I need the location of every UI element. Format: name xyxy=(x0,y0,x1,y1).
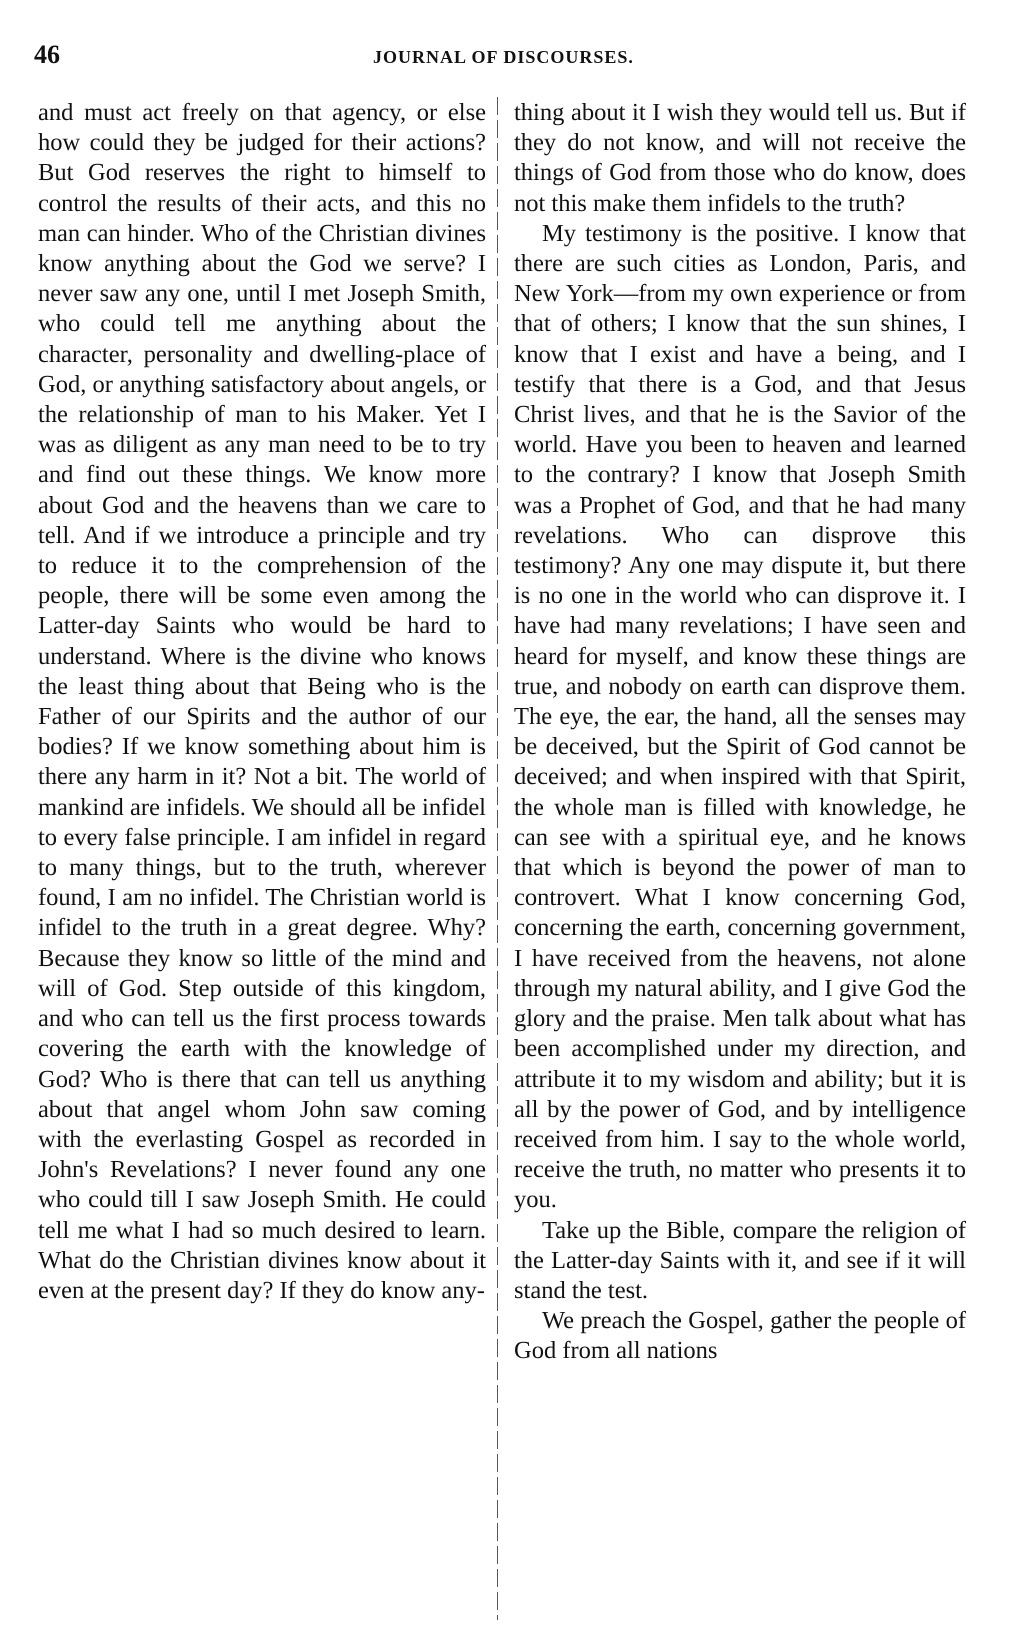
left-column-paragraph: and must act freely on that agency, or else how could they be judged for their actions? But God reserves the right to himself to control the results of their acts, and this no man can hinder. Who of the Christian divines know anything about the God we serve? I never saw any one, until I met Joseph Smith, who could tell me anything about the character, personality and dwelling-place of God, or anything satisfactory about angels, or the relationship of man to his Maker. Yet I was as diligent as any man need to be to try and find out these things. We know more about God and the heavens than we care to tell. And if we introduce a principle and try to reduce it to the comprehension of the people, there will be some even among the Latter-day Saints who would be hard to understand. Where is the divine who knows the least thing about that Being who is the Father of our Spirits and the author of our bodies? If we know something about him is there any harm in it? Not a bit. The world of mankind are infidels. We should all be infidel to every false principle. I am infidel in regard to many things, but to the truth, wherever found, I am no infidel. The Christian world is infidel to the truth in a great degree. Why? Because they know so little of the mind and will of God. Step outside of this kingdom, and who can tell us the first process towards covering the earth with the knowledge of God? Who is there that can tell us anything about that angel whom John saw coming with the everlasting Gospel as recorded in John's Revelations? I never found any one who could till I saw Joseph Smith. He could tell me what I had so much desired to learn. What do the Christian divines know about it even at the present day? If they do know any- xyxy=(38,99,486,1304)
left-text-column xyxy=(38,98,486,1628)
right-text-column xyxy=(514,98,966,1628)
right-column-paragraph-1: thing about it I wish they would tell us. But if they do not know, and will not receive the things of God from those who do know, does not this make them infidels to the truth? xyxy=(514,99,966,217)
right-column-paragraph-3: Take up the Bible, compare the religion of the Latter-day Saints with it, and see if it will stand the test. xyxy=(514,1216,966,1304)
right-column-paragraph-4: We preach the Gospel, gather the people of God from all nations xyxy=(514,1307,966,1365)
page-number: 46 xyxy=(34,40,60,69)
right-column-paragraph-2: My testimony is the positive. I know that there are such cities as London, Paris, and New York—from my own experience or from that of others; I know that the sun shines, I know that I exist and have a being, and I testify that there is a God, and that Jesus Christ lives, and that he is the Savior of the world. Have you been to heaven and learned to the contrary? I know that Joseph Smith was a Prophet of God, and that he had many revelations. Who can disprove this testimony? Any one may dispute it, but there is no one in the world who can disprove it. I have had many revelations; I have seen and heard for myself, and know these things are true, and nobody on earth can disprove them. The eye, the ear, the hand, all the senses may be deceived, but the Spirit of God cannot be deceived; and when inspired with that Spirit, the whole man is filled with knowledge, he can see with a spiritual eye, and he knows that which is beyond the power of man to controvert. What I know concerning God, concerning the earth, concerning government, I have received from the heavens, not alone through my natural ability, and I give God the glory and the praise. Men talk about what has been accomplished under my direction, and attribute it to my wisdom and ability; but it is all by the power of God, and by intelligence received from him. I say to the whole world, receive the truth, no matter who presents it to you. xyxy=(514,219,966,1214)
page-header xyxy=(34,40,973,72)
running-title: JOURNAL OF DISCOURSES. xyxy=(373,47,634,67)
column-divider xyxy=(497,97,498,1620)
